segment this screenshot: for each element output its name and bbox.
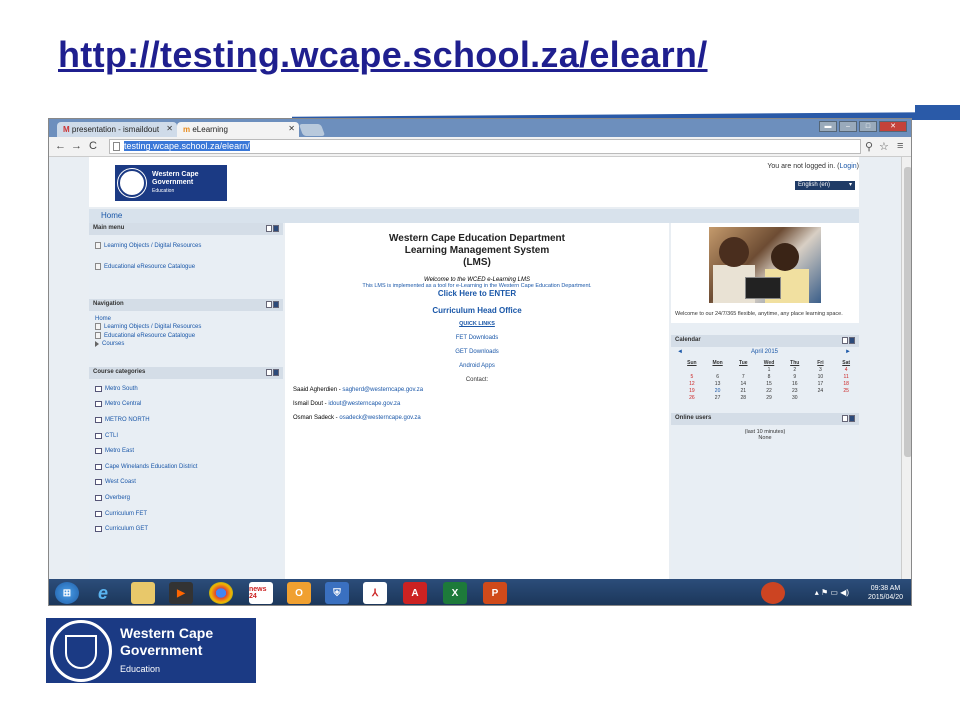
photo-block (671, 223, 859, 307)
calendar-header (671, 335, 859, 347)
breadcrumb-home[interactable]: Home (101, 211, 123, 220)
forward-icon[interactable]: → (71, 140, 82, 152)
students-photo (709, 227, 821, 303)
course-category-label: West Coast (105, 479, 136, 486)
nav-home-label: Home (95, 316, 112, 322)
right-sidebar (671, 223, 859, 579)
book-icon (95, 526, 102, 532)
browser-tab-bar (49, 119, 912, 137)
calendar-day[interactable]: 19 (689, 387, 695, 394)
get-downloads-link[interactable]: GET Downloads (455, 349, 499, 355)
contact-email-link[interactable]: sagherd@westerncape.gov.za (342, 387, 424, 393)
navigation-header (89, 299, 283, 311)
course-category-label: Cape Winelands Education District (105, 463, 198, 470)
calendar-day-header: Fri (817, 359, 824, 366)
calendar-day (705, 366, 731, 373)
contact-row (293, 387, 669, 393)
calendar-grid (679, 359, 859, 401)
accent-bar-end (915, 105, 960, 119)
main-menu-list (89, 235, 283, 277)
logo-text (152, 171, 199, 195)
expand-icon (95, 341, 99, 347)
close-window-icon[interactable]: ✕ (879, 121, 907, 132)
calendar-day-header: Sun (687, 359, 697, 366)
volume-icon[interactable]: ◀) (840, 588, 849, 597)
fet-downloads-link[interactable]: FET Downloads (455, 335, 499, 341)
url-input[interactable] (109, 139, 861, 154)
course-category-item[interactable] (89, 428, 283, 444)
acrobat-icon[interactable]: A (403, 582, 427, 604)
block-title: Calendar (675, 337, 701, 343)
calendar-day[interactable]: 11 (843, 373, 849, 380)
resource-icon (95, 242, 101, 249)
calendar-day[interactable]: 5 (690, 373, 694, 380)
block-title: Navigation (93, 301, 124, 307)
chrome-icon[interactable] (209, 582, 233, 604)
resource-icon (95, 332, 101, 339)
flag-icon[interactable]: ⚑ (820, 588, 829, 597)
file-explorer-icon[interactable] (131, 582, 155, 604)
course-category-item[interactable] (89, 506, 283, 522)
powerpoint-icon[interactable]: P (483, 582, 507, 604)
contact-row (293, 415, 669, 421)
excel-icon[interactable]: X (443, 582, 467, 604)
calendar-day[interactable]: 6 (716, 373, 719, 380)
tab-label: presentation - ismaildout (71, 125, 160, 134)
site-header (89, 157, 859, 207)
block-title: Online users (675, 415, 712, 421)
menu-item[interactable] (89, 239, 283, 252)
course-category-item[interactable] (89, 412, 283, 428)
course-categories-list (89, 379, 283, 537)
calendar-day[interactable]: 18 (843, 380, 849, 387)
news24-icon[interactable] (249, 582, 273, 604)
menu-icon[interactable]: ≡ (897, 140, 904, 152)
internet-explorer-icon[interactable]: e (97, 582, 108, 603)
quick-links-heading: QUICK LINKS (459, 321, 495, 327)
calendar-day[interactable]: 26 (689, 394, 695, 401)
book-icon (95, 433, 102, 439)
block-controls[interactable] (842, 415, 855, 422)
course-category-item[interactable] (89, 475, 283, 491)
navigation-list (89, 311, 283, 367)
prev-month-icon[interactable]: ◄ (677, 349, 683, 355)
course-category-label: Curriculum FET (105, 510, 148, 517)
course-category-label: Metro Central (105, 401, 142, 408)
web-page (49, 157, 901, 579)
page-scrollbar[interactable] (901, 157, 912, 579)
calendar-day[interactable]: 30 (791, 394, 798, 401)
course-category-item[interactable] (89, 443, 283, 459)
book-icon (95, 511, 102, 517)
tray-app-icon[interactable] (761, 582, 785, 604)
contact-name: Osman Sadeck - (293, 415, 340, 421)
contact-row (293, 401, 669, 407)
close-icon[interactable]: ✕ (288, 124, 295, 133)
calendar-day[interactable]: 1 (767, 366, 771, 373)
calendar-day[interactable]: 22 (766, 387, 772, 394)
calendar-day (730, 366, 756, 373)
breadcrumb (89, 209, 859, 223)
contact-name: Ismail Dout - (293, 401, 329, 407)
android-apps-link[interactable]: Android Apps (459, 363, 495, 369)
language-value: English (en) (798, 182, 831, 188)
moodle-icon: m (183, 125, 193, 134)
logo-line2: Government (152, 179, 194, 186)
block-title: Course categories (93, 369, 146, 375)
book-icon (95, 448, 102, 454)
tray-arrow-icon[interactable]: ▴ (814, 588, 819, 597)
resource-icon (95, 323, 101, 330)
calendar-day[interactable]: 27 (714, 394, 721, 401)
implemented-text: This LMS is implemented as a tool for e-Learning in the Western Cape Education Department. (362, 283, 592, 289)
menu-item-label: Educational eResource Catalogue (104, 263, 196, 270)
online-users-subtitle: (last 10 minutes) (744, 429, 786, 435)
crest-icon (118, 169, 146, 197)
course-category-item[interactable] (89, 490, 283, 506)
new-tab-button[interactable] (299, 124, 325, 136)
close-icon[interactable]: ✕ (166, 124, 173, 133)
login-close: ) (856, 163, 859, 170)
book-icon (95, 386, 102, 392)
tab-gmail[interactable] (57, 122, 177, 137)
course-category-label: Overberg (105, 494, 131, 501)
network-icon[interactable]: ▭ (830, 588, 838, 597)
book-icon (95, 495, 102, 501)
start-button-icon[interactable]: ⊞ (55, 582, 79, 604)
crest-icon (50, 620, 112, 682)
tab-elearning[interactable] (177, 122, 299, 137)
address-bar (49, 137, 912, 157)
calendar-day[interactable]: 15 (766, 380, 772, 387)
nav-home[interactable] (89, 313, 283, 322)
calendar-day[interactable]: 24 (817, 387, 824, 394)
course-category-item[interactable] (89, 397, 283, 413)
book-icon (95, 401, 102, 407)
site-logo[interactable] (115, 165, 227, 201)
main-menu-header (89, 223, 283, 235)
footer-logo (46, 618, 256, 683)
login-text: You are not logged in. ( (767, 163, 840, 170)
calendar-day[interactable]: 3 (819, 366, 822, 373)
left-sidebar (89, 223, 283, 579)
contact-email-link[interactable]: idout@westerncape.gov.za (328, 401, 401, 407)
nav-item[interactable] (89, 340, 283, 348)
calendar-day[interactable]: 10 (817, 373, 824, 380)
block-title: Main menu (93, 225, 125, 231)
windows-taskbar (49, 579, 912, 606)
calendar-day (833, 394, 859, 401)
calendar-day[interactable]: 25 (843, 387, 849, 394)
clock-date: 2015/04/20 (867, 594, 903, 601)
calendar-day[interactable]: 2 (793, 366, 797, 373)
nav-item-label: Learning Objects / Digital Resources (104, 323, 202, 330)
main-content (285, 223, 669, 579)
course-category-label: METRO NORTH (105, 416, 150, 423)
book-icon (95, 417, 102, 423)
block-controls[interactable] (266, 301, 279, 308)
login-info (767, 163, 859, 170)
welcome-text: Welcome to the WCED e-Learning LMS (424, 277, 530, 283)
back-icon[interactable]: ← (55, 140, 66, 152)
footer-logo-line1: Western Cape (120, 625, 214, 641)
calendar-day[interactable]: 23 (791, 387, 798, 394)
calendar-day[interactable]: 17 (817, 380, 824, 387)
menu-item-label: Learning Objects / Digital Resources (104, 242, 202, 249)
calendar-day[interactable]: 8 (767, 373, 771, 380)
browser-screenshot (48, 118, 912, 606)
zoom-icon[interactable]: ⚲ (865, 141, 874, 153)
calendar-day (808, 394, 834, 401)
outlook-icon[interactable]: O (287, 582, 311, 604)
online-users-none: None (758, 435, 772, 441)
contact-label: Contact: (465, 377, 489, 383)
next-month-icon[interactable]: ► (845, 349, 851, 355)
calendar-nav (671, 347, 859, 359)
slide-title[interactable]: http://testing.wcape.school.za/elearn/ (58, 34, 708, 75)
calendar-day[interactable]: 29 (766, 394, 772, 401)
tab-label: eLearning (192, 125, 228, 134)
nav-item[interactable] (89, 322, 283, 331)
course-category-item[interactable] (89, 459, 283, 475)
star-icon[interactable]: ☆ (879, 141, 889, 153)
footer-logo-line2: Government (120, 642, 203, 658)
clock-time: 09:38 AM (870, 585, 901, 592)
system-tray (815, 588, 849, 597)
logo-line3: Education (152, 188, 175, 194)
calendar-day-header: Tue (739, 359, 748, 366)
url-text: testing.wcape.school.za/elearn/ (124, 141, 250, 151)
content-title-2: Learning Management System (404, 245, 550, 256)
calendar-day-header: Sat (842, 359, 851, 366)
calendar-day[interactable]: 14 (740, 380, 747, 387)
block-controls[interactable] (842, 337, 855, 344)
security-shield-icon[interactable]: ⛨ (325, 582, 349, 604)
calendar-day-header: Mon (712, 359, 723, 366)
calendar-day[interactable]: 20 (714, 387, 721, 394)
user-icon[interactable]: ▬ (819, 121, 837, 132)
enter-link[interactable]: Click Here to ENTER (437, 289, 517, 298)
gmail-icon: M (63, 125, 72, 134)
contact-email-link[interactable]: osadeck@westerncape.gov.za (339, 415, 421, 421)
calendar-day[interactable]: 13 (714, 380, 721, 387)
resource-icon (95, 263, 101, 270)
scroll-thumb[interactable] (904, 167, 912, 457)
logo-line1: Western Cape (152, 171, 199, 178)
login-link[interactable]: Login (839, 163, 857, 170)
calendar-day[interactable]: 7 (741, 373, 745, 380)
calendar-day-header: Thu (790, 359, 800, 366)
course-categories-header (89, 367, 283, 379)
book-icon (95, 464, 102, 470)
news24-label: news 24 (249, 586, 267, 600)
contact-name: Saaid Agherdien - (293, 387, 343, 393)
block-controls[interactable] (266, 369, 279, 376)
course-category-item[interactable] (89, 521, 283, 537)
calendar-day-header: Wed (763, 359, 775, 366)
calendar-day[interactable]: 16 (791, 380, 798, 387)
nav-item-label: Educational eResource Catalogue (104, 332, 196, 339)
nav-item-label: Courses (102, 341, 125, 347)
chevron-down-icon: ▾ (848, 182, 852, 188)
course-category-label: Metro East (105, 448, 135, 455)
media-player-icon[interactable]: ▶ (169, 582, 193, 604)
calendar-day[interactable]: 21 (740, 387, 747, 394)
maximize-icon[interactable]: □ (859, 121, 877, 132)
calendar-day (679, 366, 705, 373)
office-heading: Curriculum Head Office (432, 306, 522, 315)
language-select[interactable] (795, 181, 855, 190)
page-icon (113, 142, 120, 151)
right-welcome-text: Welcome to our 24/7/365 flexible, anytime, any place learning space. (671, 307, 859, 323)
footer-logo-title (120, 625, 213, 659)
content-title-3: (LMS) (463, 257, 491, 268)
system-clock[interactable] (868, 584, 903, 602)
course-category-label: Curriculum GET (105, 526, 149, 533)
calendar-day[interactable]: 4 (844, 366, 848, 373)
calendar-day[interactable]: 28 (740, 394, 747, 401)
nav-item[interactable] (89, 331, 283, 340)
online-users-header (671, 413, 859, 425)
course-category-item[interactable] (89, 381, 283, 397)
course-category-label: CTLI (105, 432, 119, 439)
course-category-label: Metro South (105, 385, 138, 392)
calendar-month: April 2015 (751, 349, 779, 355)
pdf-icon[interactable]: ⅄ (363, 582, 387, 604)
menu-item[interactable] (89, 260, 283, 273)
block-controls[interactable] (266, 225, 279, 232)
calendar-day[interactable]: 12 (689, 380, 695, 387)
calendar-day[interactable]: 9 (793, 373, 797, 380)
minimize-icon[interactable]: – (839, 121, 857, 132)
reload-icon[interactable]: C (89, 140, 97, 152)
content-title-1: Western Cape Education Department (389, 233, 565, 244)
footer-logo-line3: Education (120, 664, 161, 674)
window-controls (819, 121, 907, 132)
book-icon (95, 479, 102, 485)
contact-list (285, 387, 669, 421)
